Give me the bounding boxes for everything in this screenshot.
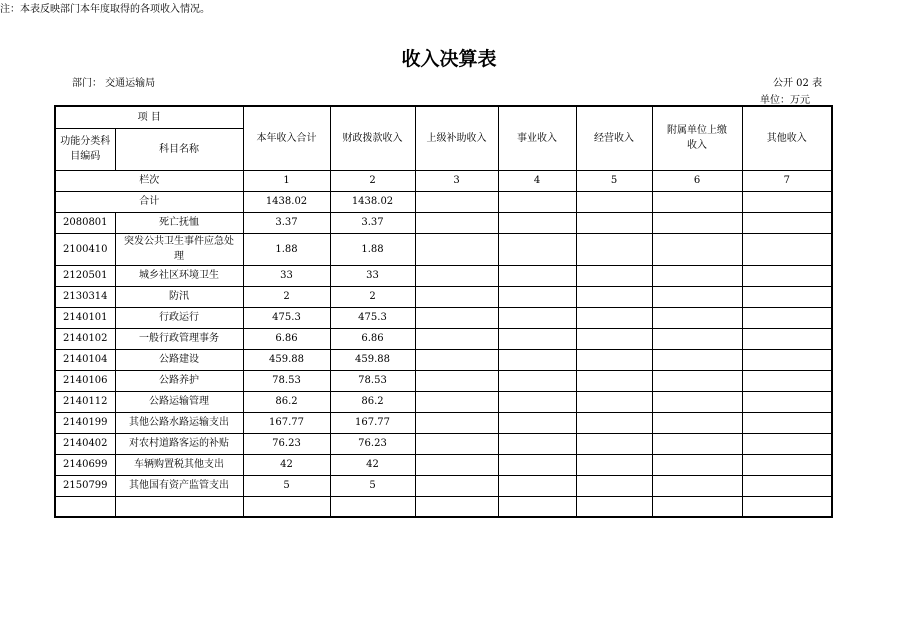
row-code: 2140106: [55, 370, 115, 391]
row-value: [576, 328, 652, 349]
table-row: [55, 307, 832, 328]
row-code: 2080801: [55, 212, 115, 233]
total-value: [576, 191, 652, 212]
row-subject-name: 车辆购置税其他支出: [115, 454, 243, 475]
row-code: 2140112: [55, 391, 115, 412]
row-value: 2: [243, 286, 330, 307]
row-value: 1.88: [243, 233, 330, 265]
row-code: 2140199: [55, 412, 115, 433]
row-value: [576, 307, 652, 328]
row-value: [576, 370, 652, 391]
table-row: [55, 328, 832, 349]
row-value: [652, 212, 742, 233]
header-col-6: 附属单位上缴收入: [652, 106, 742, 170]
row-value: [415, 370, 498, 391]
column-number: 3: [415, 170, 498, 191]
row-value: [652, 412, 742, 433]
row-value: [415, 286, 498, 307]
row-subject-name: 其他国有资产监管支出: [115, 475, 243, 496]
row-value: [498, 286, 576, 307]
row-value: 78.53: [243, 370, 330, 391]
row-value: 1.88: [330, 233, 415, 265]
column-number-row: [55, 170, 832, 191]
table-row: [55, 433, 832, 454]
column-number: 2: [330, 170, 415, 191]
row-subject-name: 对农村道路客运的补贴: [115, 433, 243, 454]
table-row: [55, 349, 832, 370]
row-value: 76.23: [243, 433, 330, 454]
table-row: [55, 370, 832, 391]
row-value: [498, 433, 576, 454]
table-row: [55, 212, 832, 233]
row-value: [415, 307, 498, 328]
row-code: 2100410: [55, 233, 115, 265]
row-value: [652, 265, 742, 286]
row-subject-name: 防汛: [115, 286, 243, 307]
table-row: [55, 475, 832, 496]
row-value: [576, 233, 652, 265]
table-row: [55, 412, 832, 433]
row-value: [652, 433, 742, 454]
row-value: [652, 349, 742, 370]
row-value: 76.23: [330, 433, 415, 454]
column-number: 1: [243, 170, 330, 191]
header-col-7: 其他收入: [742, 106, 832, 170]
row-value: 5: [243, 475, 330, 496]
row-value: [742, 433, 832, 454]
row-value: 475.3: [330, 307, 415, 328]
row-value: [576, 496, 652, 517]
row-value: 86.2: [330, 391, 415, 412]
row-value: 6.86: [330, 328, 415, 349]
row-value: 42: [243, 454, 330, 475]
row-value: [742, 496, 832, 517]
row-subject-name: 突发公共卫生事件应急处理: [115, 233, 243, 265]
row-value: [576, 412, 652, 433]
total-value: [415, 191, 498, 212]
row-value: [576, 349, 652, 370]
row-value: 167.77: [330, 412, 415, 433]
row-value: [652, 370, 742, 391]
row-value: [652, 286, 742, 307]
column-number-label: 栏次: [55, 170, 243, 191]
row-value: [498, 265, 576, 286]
column-number: 6: [652, 170, 742, 191]
row-subject-name: 城乡社区环境卫生: [115, 265, 243, 286]
header-item: 项 目: [55, 106, 243, 128]
row-value: 33: [330, 265, 415, 286]
row-value: [576, 433, 652, 454]
header-row: [55, 106, 832, 128]
table-row: [55, 391, 832, 412]
row-subject-name: 死亡抚恤: [115, 212, 243, 233]
income-table: [54, 105, 833, 518]
row-value: [742, 391, 832, 412]
row-subject-name: 其他公路水路运输支出: [115, 412, 243, 433]
row-value: 475.3: [243, 307, 330, 328]
table-row: [55, 233, 832, 265]
row-value: [652, 454, 742, 475]
row-subject-name: 一般行政管理事务: [115, 328, 243, 349]
row-value: [498, 391, 576, 412]
total-value: [498, 191, 576, 212]
department-label: 部门： 交通运输局: [72, 78, 156, 89]
row-value: [415, 233, 498, 265]
row-value: [415, 265, 498, 286]
row-value: [415, 475, 498, 496]
total-value: 1438.02: [243, 191, 330, 212]
row-value: [243, 496, 330, 517]
row-value: [415, 349, 498, 370]
row-code: 2130314: [55, 286, 115, 307]
row-value: [498, 328, 576, 349]
row-value: 78.53: [330, 370, 415, 391]
header-col-3: 上级补助收入: [415, 106, 498, 170]
row-value: [498, 212, 576, 233]
row-code: 2140699: [55, 454, 115, 475]
row-code: 2140101: [55, 307, 115, 328]
row-value: [576, 475, 652, 496]
header-col-2: 财政拨款收入: [330, 106, 415, 170]
header-col-5: 经营收入: [576, 106, 652, 170]
row-subject-name: 行政运行: [115, 307, 243, 328]
row-value: 3.37: [243, 212, 330, 233]
header-subject-name: 科目名称: [115, 128, 243, 170]
row-subject-name: 公路建设: [115, 349, 243, 370]
row-value: [330, 496, 415, 517]
row-subject-name: 公路运输管理: [115, 391, 243, 412]
row-value: [498, 307, 576, 328]
row-value: [742, 370, 832, 391]
row-value: [498, 233, 576, 265]
row-value: [652, 391, 742, 412]
row-value: 167.77: [243, 412, 330, 433]
row-value: [576, 286, 652, 307]
column-number: 5: [576, 170, 652, 191]
row-value: 5: [330, 475, 415, 496]
row-value: [415, 412, 498, 433]
row-value: [742, 307, 832, 328]
row-value: [415, 433, 498, 454]
row-value: [652, 475, 742, 496]
row-code: 2140104: [55, 349, 115, 370]
table-row: [55, 265, 832, 286]
total-value: [742, 191, 832, 212]
table-row: [55, 286, 832, 307]
row-value: 6.86: [243, 328, 330, 349]
row-value: [498, 349, 576, 370]
column-number: 7: [742, 170, 832, 191]
row-value: [742, 233, 832, 265]
row-value: 42: [330, 454, 415, 475]
total-row: [55, 191, 832, 212]
table-row: [55, 454, 832, 475]
row-value: [576, 454, 652, 475]
row-value: [742, 286, 832, 307]
page-title: 收入决算表: [401, 48, 497, 70]
header-func-code: 功能分类科目编码: [55, 128, 115, 170]
row-code: [55, 496, 115, 517]
row-value: [742, 475, 832, 496]
footnote: 注：本表反映部门本年度取得的各项收入情况。: [0, 4, 210, 15]
row-value: [652, 233, 742, 265]
row-code: 2120501: [55, 265, 115, 286]
row-value: [742, 212, 832, 233]
form-number: 公开 02 表: [773, 78, 823, 89]
row-value: [415, 496, 498, 517]
header-col-4: 事业收入: [498, 106, 576, 170]
row-value: [415, 328, 498, 349]
row-value: 2: [330, 286, 415, 307]
unit-label: 单位：万元: [760, 95, 810, 106]
row-subject-name: [115, 496, 243, 517]
row-code: 2140402: [55, 433, 115, 454]
row-value: [498, 454, 576, 475]
row-value: [576, 212, 652, 233]
row-value: 33: [243, 265, 330, 286]
row-value: [415, 391, 498, 412]
row-value: [498, 496, 576, 517]
table-row: [55, 496, 832, 517]
row-value: [576, 391, 652, 412]
row-value: [415, 454, 498, 475]
row-value: [415, 212, 498, 233]
row-value: [652, 496, 742, 517]
total-label: 合计: [55, 191, 243, 212]
row-value: [742, 265, 832, 286]
row-value: [498, 370, 576, 391]
row-code: 2150799: [55, 475, 115, 496]
row-value: [498, 475, 576, 496]
row-value: [742, 349, 832, 370]
header-col-1: 本年收入合计: [243, 106, 330, 170]
row-subject-name: 公路养护: [115, 370, 243, 391]
row-value: 459.88: [243, 349, 330, 370]
row-value: [652, 328, 742, 349]
row-value: [742, 412, 832, 433]
row-value: [742, 454, 832, 475]
row-value: 459.88: [330, 349, 415, 370]
row-value: [498, 412, 576, 433]
row-value: [576, 265, 652, 286]
total-value: [652, 191, 742, 212]
total-value: 1438.02: [330, 191, 415, 212]
row-value: 3.37: [330, 212, 415, 233]
row-value: [742, 328, 832, 349]
row-value: 86.2: [243, 391, 330, 412]
row-value: [652, 307, 742, 328]
column-number: 4: [498, 170, 576, 191]
row-code: 2140102: [55, 328, 115, 349]
